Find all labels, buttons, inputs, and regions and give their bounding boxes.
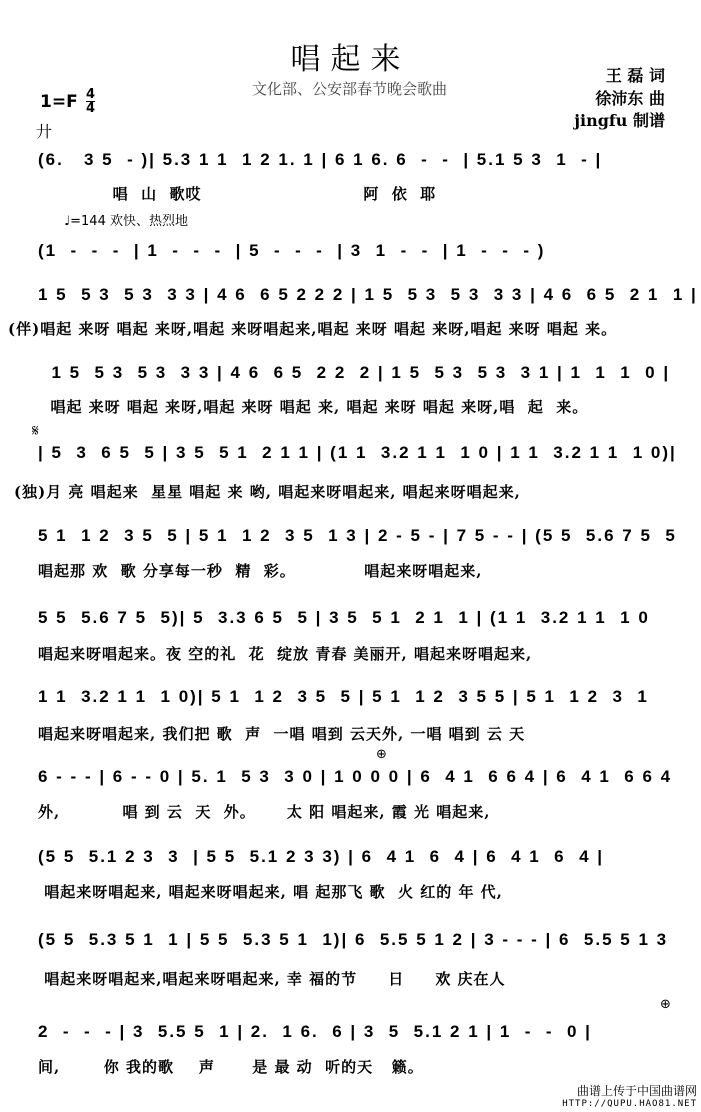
lyricist: 王 磊 词 [605, 66, 665, 85]
lyric-row: 外, 唱 到 云 天 外。 太 阳 唱起来, 霞 光 唱起来, [38, 803, 491, 821]
notation-row: 1 5 5 3 5 3 3 3 | 4 6 6 5 2 2 2 | 1 5 5 3 5 3 3 3 | 4 6 6 5 2 1 1 | [38, 285, 698, 304]
notation-row: 6 - - - | 6 - - 0 | 5. 1 5 3 3 0 | 1 0 0 0 | 6 4 1 6 6 4 | 6 4 1 6 6 4 [38, 767, 673, 786]
notation-row: 5 1 1 2 3 5 5 | 5 1 1 2 3 5 1 3 | 2 - 5 - | 7 5 - - | (5 5 5.6 7 5 5 [38, 526, 677, 545]
notation-row: 5 5 5.6 7 5 5)| 5 3.3 6 5 5 | 3 5 5 1 2 1 1 | (1 1 3.2 1 1 1 0 [38, 608, 650, 627]
sharp-mark: 廾 [36, 122, 53, 141]
coda-sign: ⊕ [376, 747, 387, 762]
notation-row: 2 - - - | 3 5.5 5 1 | 2. 1 6. 6 | 3 5 5.1 2 1 | 1 - - 0 | [38, 1022, 592, 1041]
notation-row: (5 5 5.3 5 1 1 | 5 5 5.3 5 1 1)| 6 5.5 5 1 2 | 3 - - - | 6 5.5 5 1 3 [38, 930, 669, 949]
watermark-url: HTTP://QUPU.HAO81.NET [562, 1099, 697, 1109]
segno-sign: 𝄋 [32, 421, 39, 440]
coda-sign: ⊕ [660, 997, 671, 1012]
song-title: 唱起来 [290, 42, 411, 77]
notation-row: (5 5 5.1 2 3 3 | 5 5 5.1 2 3 3) | 6 4 1 6 4 | 6 4 1 6 4 | [38, 847, 605, 866]
time-bottom: 4 [86, 101, 96, 116]
lyric-row: 唱起来呀唱起来, 我们把 歌 声 一唱 唱到 云天外, 一唱 唱到 云 天 [38, 725, 526, 743]
lyric-row: 唱起来呀唱起来。夜 空的礼 花 绽放 青春 美丽开, 唱起来呀唱起来, [38, 645, 533, 663]
lyric-row: 唱起那 欢 歌 分享每一秒 精 彩。 唱起来呀唱起来, [38, 562, 483, 580]
key-signature: 1=F [40, 92, 78, 112]
lyric-row: (独)月 亮 唱起来 星星 唱起 来 哟, 唱起来呀唱起来, 唱起来呀唱起来, [14, 483, 521, 501]
lyric-row: 间, 你 我的歌 声 是 最 动 听的天 籁。 [38, 1058, 424, 1076]
lyric-row: 唱起来呀唱起来,唱起来呀唱起来, 幸 福的节 日 欢 庆在人 [38, 970, 506, 988]
transcriber: jingfu 制谱 [574, 111, 665, 130]
composer: 徐沛东 曲 [595, 89, 665, 108]
subtitle: 文化部、公安部春节晚会歌曲 [252, 80, 448, 98]
notation-row: (6. 3 5 - )| 5.3 1 1 1 2 1. 1 | 6 1 6. 6 - - | 5.1 5 3 1 - | [38, 150, 603, 169]
watermark-text: 曲谱上传于中国曲谱网 [576, 1084, 697, 1098]
notation-row: 1 5 5 3 5 3 3 3 | 4 6 6 5 2 2 2 | 1 5 5 3 5 3 3 1 | 1 1 1 0 | [38, 363, 671, 382]
lyric-row: (伴)唱起 来呀 唱起 来呀,唱起 来呀唱起来,唱起 来呀 唱起 来呀,唱起 来呀 唱起 来。 [8, 320, 618, 338]
notation-row: | 5 3 6 5 5 | 3 5 5 1 2 1 1 | (1 1 3.2 1 1 1 0 | 1 1 3.2 1 1 1 0)| [38, 443, 677, 462]
time-signature [86, 88, 95, 115]
tempo-marking: ♩=144 欢快、热烈地 [64, 214, 188, 229]
notation-row: 1 1 3.2 1 1 1 0)| 5 1 1 2 3 5 5 | 5 1 1 2 3 5 5 | 5 1 1 2 3 1 [38, 687, 649, 706]
lyric-row: 唱起 来呀 唱起 来呀,唱起 来呀 唱起 来, 唱起 来呀 唱起 来呀,唱 起 来。 [38, 398, 589, 416]
lyric-row: 唱起来呀唱起来, 唱起来呀唱起来, 唱 起那飞 歌 火 红的 年 代, [38, 883, 503, 901]
notation-row: (1 - - - | 1 - - - | 5 - - - | 3 1 - - | 1 - - - ) [38, 241, 546, 260]
time-top: 4 [86, 87, 96, 102]
lyric-row: 唱 山 歌哎 阿 依 耶 [38, 185, 437, 203]
